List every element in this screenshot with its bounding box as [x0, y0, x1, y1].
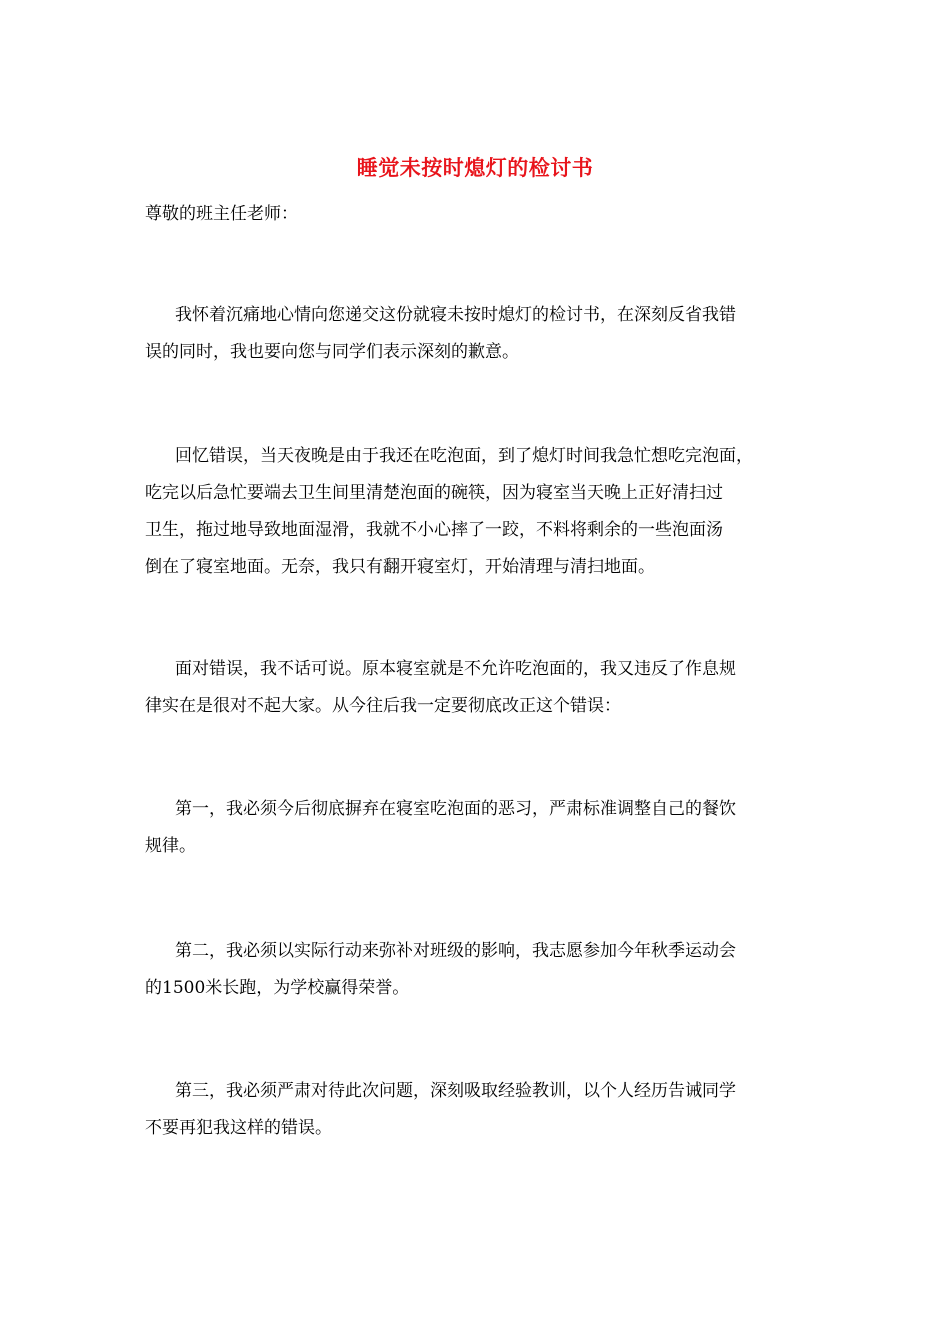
- salutation: 尊敬的班主任老师：: [145, 204, 298, 224]
- paragraph-line: 第一，我必须今后彻底摒弃在寝室吃泡面的恶习，严肃标准调整自己的餐饮: [175, 799, 736, 819]
- paragraph-line: 卫生，拖过地导致地面湿滑，我就不小心摔了一跤，不料将剩余的一些泡面汤: [145, 520, 723, 540]
- paragraph-line: 我怀着沉痛地心情向您递交这份就寝未按时熄灯的检讨书，在深刻反省我错: [175, 305, 736, 325]
- paragraph-line: 面对错误，我不话可说。原本寝室就是不允许吃泡面的，我又违反了作息规: [175, 659, 736, 679]
- paragraph-point-one: [145, 791, 810, 865]
- document-title: 睡觉未按时熄灯的检讨书: [356, 155, 594, 180]
- paragraph-recollection: [145, 438, 810, 586]
- paragraph-line: 第二，我必须以实际行动来弥补对班级的影响，我志愿参加今年秋季运动会: [175, 941, 736, 961]
- paragraph-point-three: [145, 1073, 810, 1147]
- paragraph-line: 回忆错误，当天夜晚是由于我还在吃泡面，到了熄灯时间我急忙想吃完泡面，: [175, 446, 753, 466]
- paragraph-line: 吃完以后急忙要端去卫生间里清楚泡面的碗筷，因为寝室当天晚上正好清扫过: [145, 483, 723, 503]
- paragraph-line: 不要再犯我这样的错误。: [145, 1118, 332, 1138]
- paragraph-line: 的1500米长跑，为学校赢得荣誉。: [145, 978, 410, 998]
- paragraph-line: 规律。: [145, 836, 196, 856]
- paragraph-facing-mistake: [145, 651, 810, 725]
- paragraph-line: 倒在了寝室地面。无奈，我只有翻开寝室灯，开始清理与清扫地面。: [145, 557, 655, 577]
- paragraph-apology: [145, 297, 810, 371]
- paragraph-line: 误的同时，我也要向您与同学们表示深刻的歉意。: [145, 342, 519, 362]
- paragraph-line: 律实在是很对不起大家。从今往后我一定要彻底改正这个错误：: [145, 696, 621, 716]
- paragraph-point-two: [145, 933, 810, 1007]
- paragraph-line: 第三，我必须严肃对待此次问题，深刻吸取经验教训，以个人经历告诫同学: [175, 1081, 736, 1101]
